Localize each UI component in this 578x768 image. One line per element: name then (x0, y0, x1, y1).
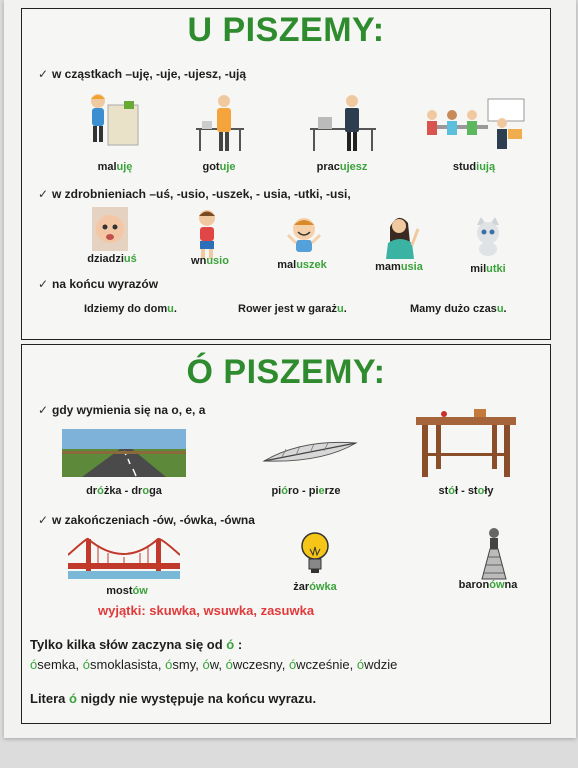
check-icon: ✓ (38, 277, 49, 291)
final-line: Litera ó nigdy nie występuje na końcu wyrazu. (30, 691, 317, 706)
little-boy-icon (192, 209, 222, 261)
word-pracujesz: pracujesz (316, 161, 368, 173)
check-icon: ✓ (38, 403, 49, 417)
u-section (21, 8, 551, 340)
word-milutki: milutki (470, 263, 506, 275)
word-drozka-droga: dróżka - droga (86, 485, 162, 497)
check-icon: ✓ (38, 187, 49, 201)
kitten-icon (474, 217, 502, 257)
word-baronowna: baronówna (458, 579, 518, 591)
u-rule-2-text: w zdrobnieniach –uś, -usio, -uszek, - usia, -utki, -usi, (52, 187, 351, 201)
word-maluszek: maluszek (277, 259, 327, 271)
word-mostow: mostów (106, 585, 148, 597)
road-icon (62, 429, 186, 477)
feather-icon (262, 437, 358, 467)
classroom-icon (418, 95, 528, 151)
o-section (21, 344, 551, 724)
baroness-icon (476, 525, 512, 581)
painting-child-icon (86, 91, 142, 153)
check-icon: ✓ (38, 513, 49, 527)
word-stol-stoly: stół - stoły (438, 485, 494, 497)
baby-face-icon (92, 207, 128, 251)
o-rule-1-text: gdy wymienia się na o, e, a (52, 403, 206, 417)
u-rule-2 (38, 187, 351, 201)
word-studiuja: studiują (452, 161, 496, 173)
happy-kid-icon (286, 215, 322, 257)
sentence-3: Mamy dużo czasu. (410, 303, 507, 315)
start-words: ósemka, ósmoklasista, ósmy, ów, ówczesny, ówcześnie, ówdzie (30, 657, 398, 672)
word-zarowka: żarówka (293, 581, 337, 593)
o-rule-1 (38, 403, 205, 417)
u-rule-1-text: w cząstkach –uję, -uje, -ujesz, -ują (52, 67, 247, 81)
word-pioro-pierze: pióro - pierze (271, 485, 341, 497)
u-rule-1 (38, 67, 246, 81)
word-dziadzius: dziadziuś (87, 253, 137, 265)
o-heading: Ó PISZEMY: (186, 353, 386, 391)
start-line: Tylko kilka słów zaczyna się od ó : (30, 637, 243, 652)
sentence-2: Rower jest w garażu. (238, 303, 347, 315)
word-mamusia: mamusia (375, 261, 423, 273)
mother-waving-icon (382, 213, 422, 261)
o-rule-2 (38, 513, 255, 527)
wooden-table-icon (414, 407, 518, 479)
sentence-1: Idziemy do domu. (84, 303, 177, 315)
cook-icon (194, 89, 246, 153)
light-bulb-icon (300, 531, 330, 577)
exceptions: wyjątki: skuwka, wsuwka, zasuwka (98, 603, 315, 618)
o-rule-2-text: w zakończeniach -ów, -ówka, -ówna (52, 513, 255, 527)
word-wnusio: wnusio (191, 255, 229, 267)
u-rule-3-text: na końcu wyrazów (52, 277, 159, 291)
office-worker-icon (308, 91, 378, 153)
bridge-icon (68, 535, 180, 579)
check-icon: ✓ (38, 67, 49, 81)
poster-sheet (4, 0, 576, 738)
word-maluje: maluję (97, 161, 133, 173)
u-rule-3 (38, 277, 158, 291)
u-heading: U PISZEMY: (187, 11, 385, 49)
word-gotuje: gotuje (202, 161, 236, 173)
